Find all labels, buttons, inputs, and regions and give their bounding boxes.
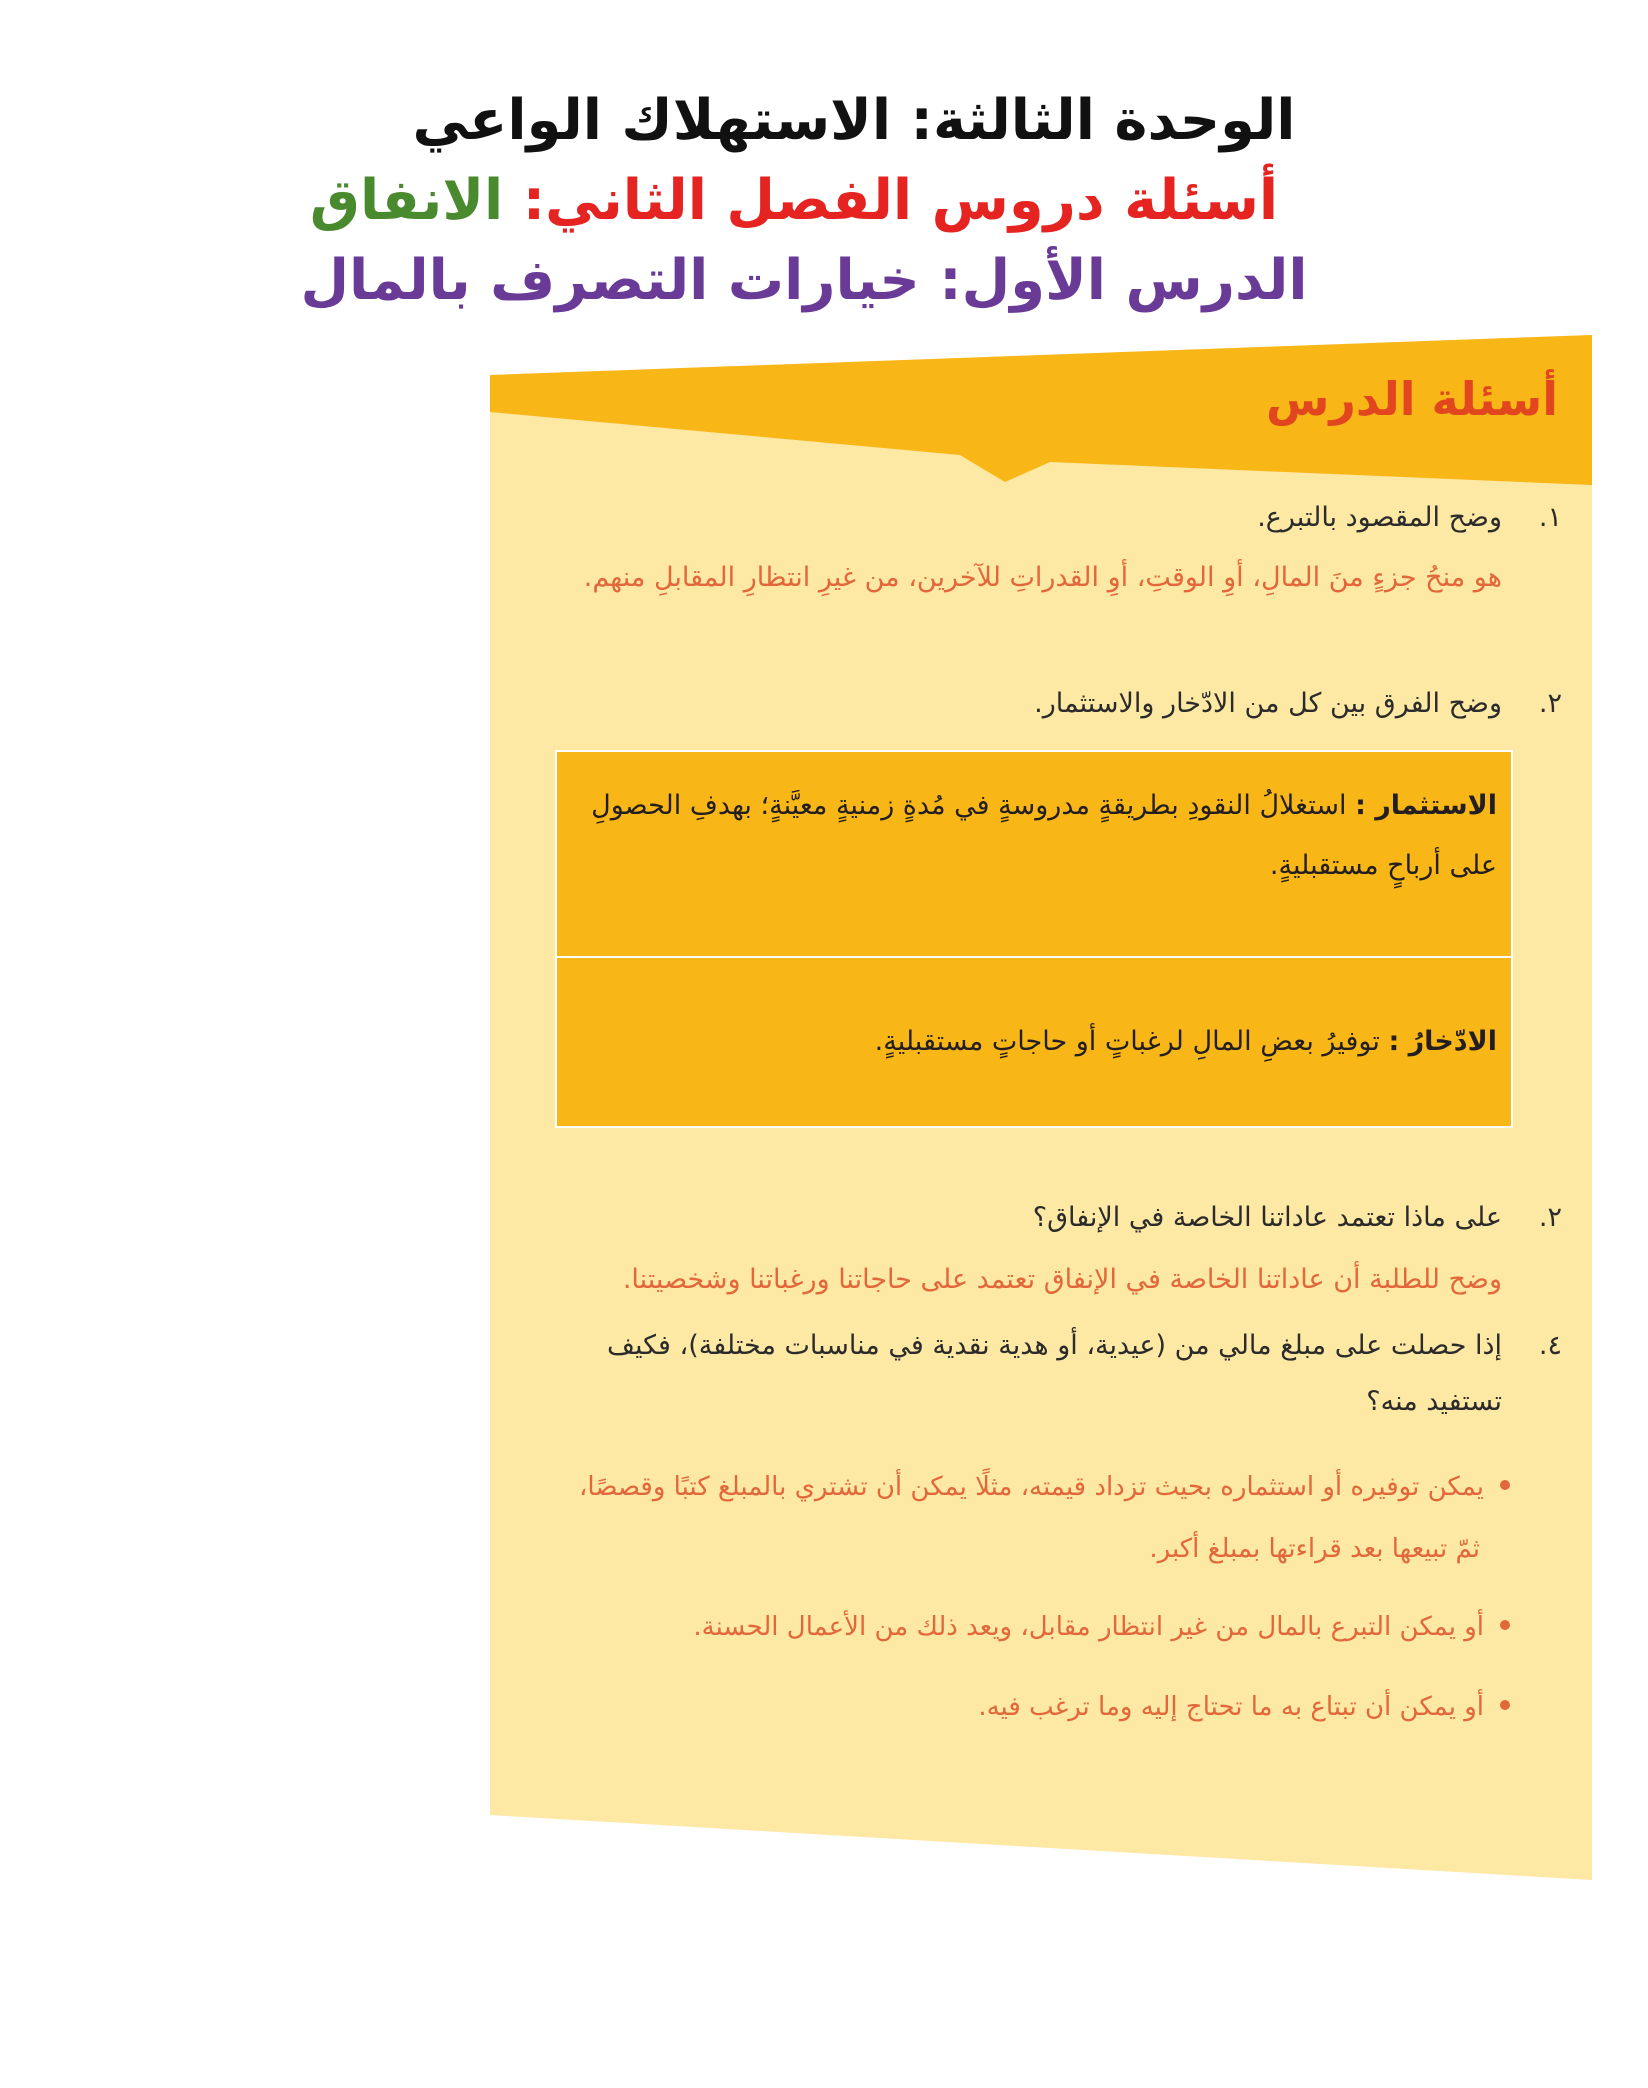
lesson-questions-heading: أسئلة الدرس (1265, 372, 1558, 426)
bullet-icon (1500, 1700, 1510, 1710)
answer-4-bullet-2 (510, 1596, 1510, 1658)
question-text: على ماذا تعتمد عاداتنا الخاصة في الإنفاق؟ (1032, 1202, 1502, 1233)
bullet-line: أو يمكن التبرع بالمال من غير انتظار مقابل، ويعد ذلك من الأعمال الحسنة. (693, 1612, 1484, 1642)
definition-box-investment (555, 750, 1513, 958)
definition-line: على أرباحٍ مستقبليةٍ. (1269, 850, 1497, 881)
question-text-line: إذا حصلت على مبلغ مالي من (عيدية، أو هدية نقدية في مناسبات مختلفة)، فكيف (607, 1330, 1502, 1361)
definition-investment (571, 776, 1497, 896)
answer-1: هو منحُ جزءٍ منَ المالِ، أوِ الوقتِ، أوِ القدراتِ للآخرين، من غيرِ انتظارِ المقابلِ منهم. (583, 562, 1502, 593)
question-number: ٢. (1538, 1202, 1562, 1233)
definition-line: توفيرُ بعضِ المالِ لرغباتٍ أو حاجاتٍ مستقبليةٍ. (874, 1026, 1380, 1057)
question-text-line: تستفيد منه؟ (1366, 1386, 1502, 1417)
answer-4-bullet-1 (510, 1456, 1510, 1580)
bullet-icon (1500, 1620, 1510, 1630)
definition-saving (571, 1012, 1497, 1072)
bullet-icon (1500, 1480, 1510, 1490)
bullet-line: أو يمكن أن تبتاع به ما تحتاج إليه وما ترغب فيه. (978, 1692, 1484, 1722)
lesson-title-prefix: الدرس الأول: (939, 248, 1308, 313)
chapter-title-name: الانفاق (309, 168, 504, 233)
answer-3: وضح للطلبة أن عاداتنا الخاصة في الإنفاق تعتمد على حاجاتنا ورغباتنا وشخصيتنا. (622, 1264, 1502, 1295)
chapter-title-prefix: أسئلة دروس الفصل الثاني: (522, 168, 1279, 233)
definition-box-saving (555, 956, 1513, 1128)
bullet-line: يمكن توفيره أو استثماره بحيث تزداد قيمته، مثلًا يمكن أن تشتري بالمبلغ كتبًا وقصصًا، (579, 1472, 1484, 1502)
question-number: ٤. (1538, 1330, 1562, 1361)
question-1 (542, 490, 1562, 546)
bullet-line: ثمّ تبيعها بعد قراءتها بمبلغ أكبر. (1149, 1534, 1480, 1564)
question-4 (542, 1318, 1562, 1430)
question-text: وضح المقصود بالتبرع. (1257, 502, 1502, 533)
question-3 (542, 1190, 1562, 1246)
definition-term: الاستثمار : (1355, 790, 1497, 821)
unit-title: الوحدة الثالثة: الاستهلاك الواعي (412, 88, 1296, 153)
answer-4-bullet-3 (510, 1676, 1510, 1738)
definition-line: استغلالُ النقودِ بطريقةٍ مدروسةٍ في مُدةٍ زمنيةٍ معيَّنةٍ؛ بهدفِ الحصولِ (591, 790, 1347, 821)
question-2 (542, 676, 1562, 732)
question-number: ٢. (1538, 688, 1562, 719)
lesson-title-name: خيارات التصرف بالمال (300, 248, 920, 313)
question-text: وضح الفرق بين كل من الادّخار والاستثمار. (1034, 688, 1502, 719)
question-number: ١. (1538, 502, 1562, 533)
definition-term: الادّخارُ : (1388, 1026, 1497, 1057)
